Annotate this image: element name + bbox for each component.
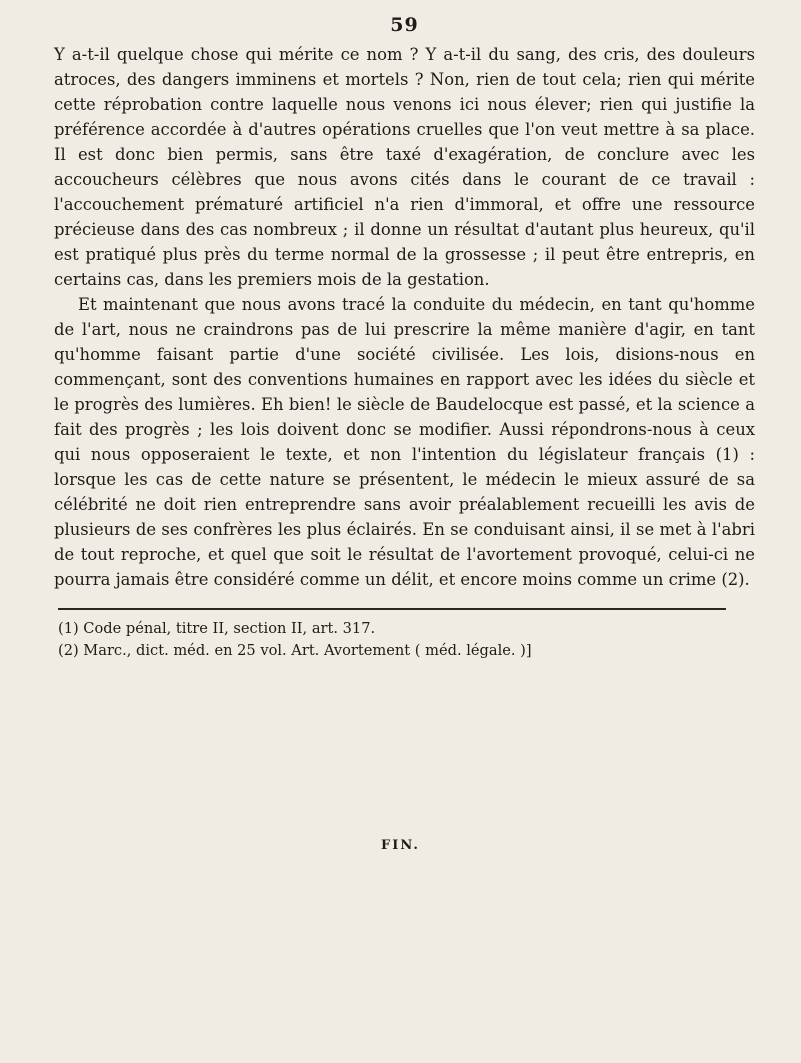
- body-paragraph-2: Et maintenant que nous avons tracé la conduite du médecin, en tant qu'homme de l'art, nous ne craindrons pas de lui prescrire la même manière d'agir, en tant qu'homme faisant partie d'une société civilisée. Les lois, disions-nous en commençant, sont des conventions humaines en rapport avec les idées du siècle et le progrès des lumières. Eh bien! le siècle de Baudelocque est passé, et la science a fait des progrès ; les lois doivent donc se modifier. Aussi répondrons-nous à ceux qui nous opposeraient le texte, et non l'intention du législateur français (1) : lorsque les cas de cette nature se présentent, le médecin le mieux assuré de sa célébrité ne doit rien entreprendre sans avoir préalablement recueilli les avis de plusieurs de ses confrères les plus éclairés. En se conduisant ainsi, il se met à l'abri de tout reproche, et quel que soit le résultat de l'avortement provoqué, celui-ci ne pourra jamais être considéré comme un délit, et encore moins comme un crime (2).: [54, 295, 755, 589]
- footnote-1: (1) Code pénal, titre II, section II, art. 317.: [58, 620, 376, 637]
- body-paragraph-1: Y a-t-il quelque chose qui mérite ce nom ? Y a-t-il du sang, des cris, des douleurs atroces, des dangers imminens et mortels ? Non, rien de tout cela; rien qui mérite cette réprobation contre laquelle nous venons ici nous élever; rien qui justifie la préférence accordée à d'autres opérations cruelles que l'on veut mettre à sa place. Il est donc bien permis, sans être taxé d'exagération, de conclure avec les accoucheurs célèbres que nous avons cités dans le courant de ce travail : l'accouchement prématuré artificiel n'a rien d'immoral, et offre une ressource précieuse dans des cas nombreux ; il donne un résultat d'autant plus heureux, qu'il est pratiqué plus près du terme normal de la grossesse ; il peut être entrepris, en certains cas, dans les premiers mois de la gestation.: [54, 45, 755, 289]
- page-number: 59: [390, 14, 419, 36]
- end-mark: FIN.: [381, 838, 420, 853]
- footnote-separator: [58, 608, 726, 610]
- footnote-2: (2) Marc., dict. méd. en 25 vol. Art. Avortement ( méd. légale. )]: [58, 642, 532, 659]
